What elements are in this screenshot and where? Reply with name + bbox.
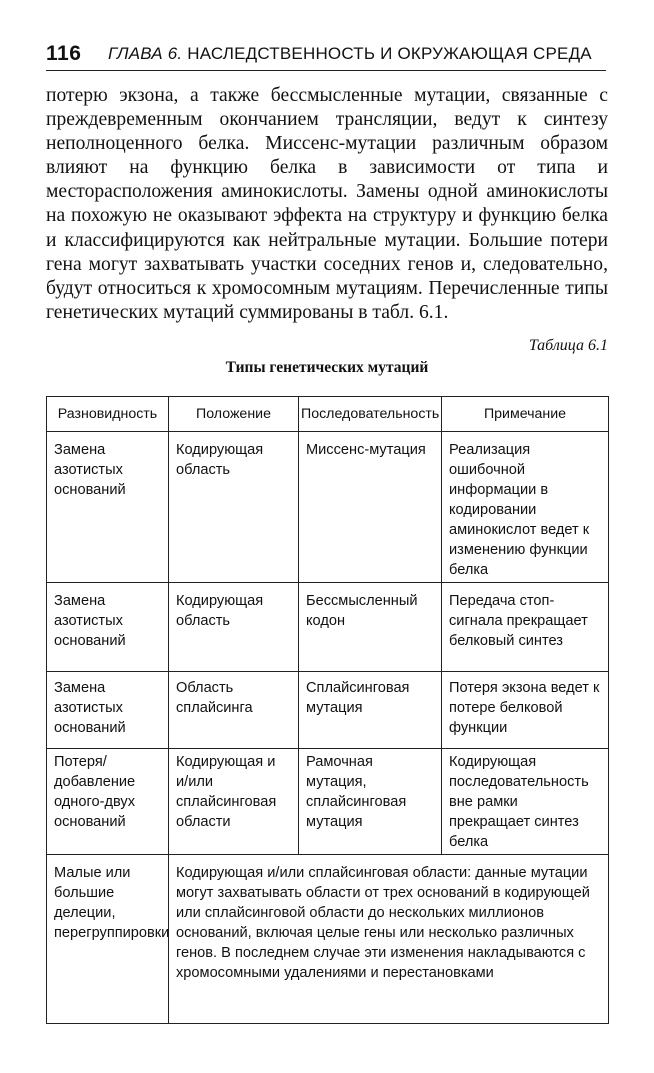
header-cell: Разновидность: [47, 397, 169, 432]
cell-sequence: Бессмысленный кодон: [299, 583, 442, 672]
table-number: Таблица 6.1: [528, 337, 608, 354]
cell-note: Передача стоп-сигнала прекращает белковый синтез: [442, 583, 609, 672]
cell-sequence: Миссенс-мутация: [299, 432, 442, 583]
chapter-label: ГЛАВА 6.: [108, 44, 183, 63]
table-row: [47, 855, 609, 1024]
cell-type: Замена азотистых оснований: [47, 583, 169, 672]
mutation-types-table: [46, 396, 609, 1024]
cell-location: Кодирующая область: [169, 432, 299, 583]
page-number: 116: [46, 42, 82, 65]
cell-type: Малые или большие делеции, перегруппировки: [47, 855, 169, 1024]
chapter-title: НАСЛЕДСТВЕННОСТЬ И ОКРУЖАЮЩАЯ СРЕДА: [187, 44, 592, 63]
table-row: [47, 672, 609, 749]
table-title: Типы генетических мутаций: [225, 359, 429, 376]
body-paragraph: потерю экзона, а также бессмысленные мутации, связанные с преждевременным окончанием трансляции, ведут к синтезу неполноценного белка. Миссенс-мутации различным образом влияют на функцию белка в зависимости от типа и месторасположения аминокислоты. Замены одной аминокислоты на похожую не оказывают эффекта на структуру и функцию белка и классифицируются как нейтральные мутации. Большие потери гена могут захватывать участки соседних генов и, следовательно, будут относиться к хромосомным мутациям. Перечисленные типы генетических мутаций суммированы в табл. 6.1.: [46, 85, 608, 323]
cell-note: Потеря экзона ведет к потере белковой функции: [442, 672, 609, 749]
cell-location: Кодирующая область: [169, 583, 299, 672]
page-header: [46, 42, 606, 71]
cell-location: Область сплайсинга: [169, 672, 299, 749]
cell-description: Кодирующая и/или сплайсинговая области: данные мутации могут захватывать области от трех оснований в кодирующей или сплайсинговой области до нескольких миллионов оснований, включая целые гены или несколько различных генов. В последнем случае эти изменения накладываются с хромосомными удалениями и перестановками: [169, 855, 609, 1024]
cell-location: Кодирующая и и/или сплайсинговая области: [169, 749, 299, 855]
running-title: [108, 44, 592, 64]
table-row: [47, 583, 609, 672]
header-cell: Примечание: [442, 397, 609, 432]
table-row: [47, 432, 609, 583]
cell-type: Потеря/добавление одного-двух оснований: [47, 749, 169, 855]
header-cell: Последовательность: [299, 397, 442, 432]
table-header-row: [47, 397, 609, 432]
header-cell: Положение: [169, 397, 299, 432]
table-row: [47, 749, 609, 855]
cell-type: Замена азотистых оснований: [47, 432, 169, 583]
cell-note: Кодирующая последовательность вне рамки прекращает синтез белка: [442, 749, 609, 855]
cell-note: Реализация ошибочной информации в кодировании аминокислот ведет к изменению функции белка: [442, 432, 609, 583]
cell-sequence: Сплайсинговая мутация: [299, 672, 442, 749]
cell-sequence: Рамочная мутация, сплайсинговая мутация: [299, 749, 442, 855]
cell-type: Замена азотистых оснований: [47, 672, 169, 749]
